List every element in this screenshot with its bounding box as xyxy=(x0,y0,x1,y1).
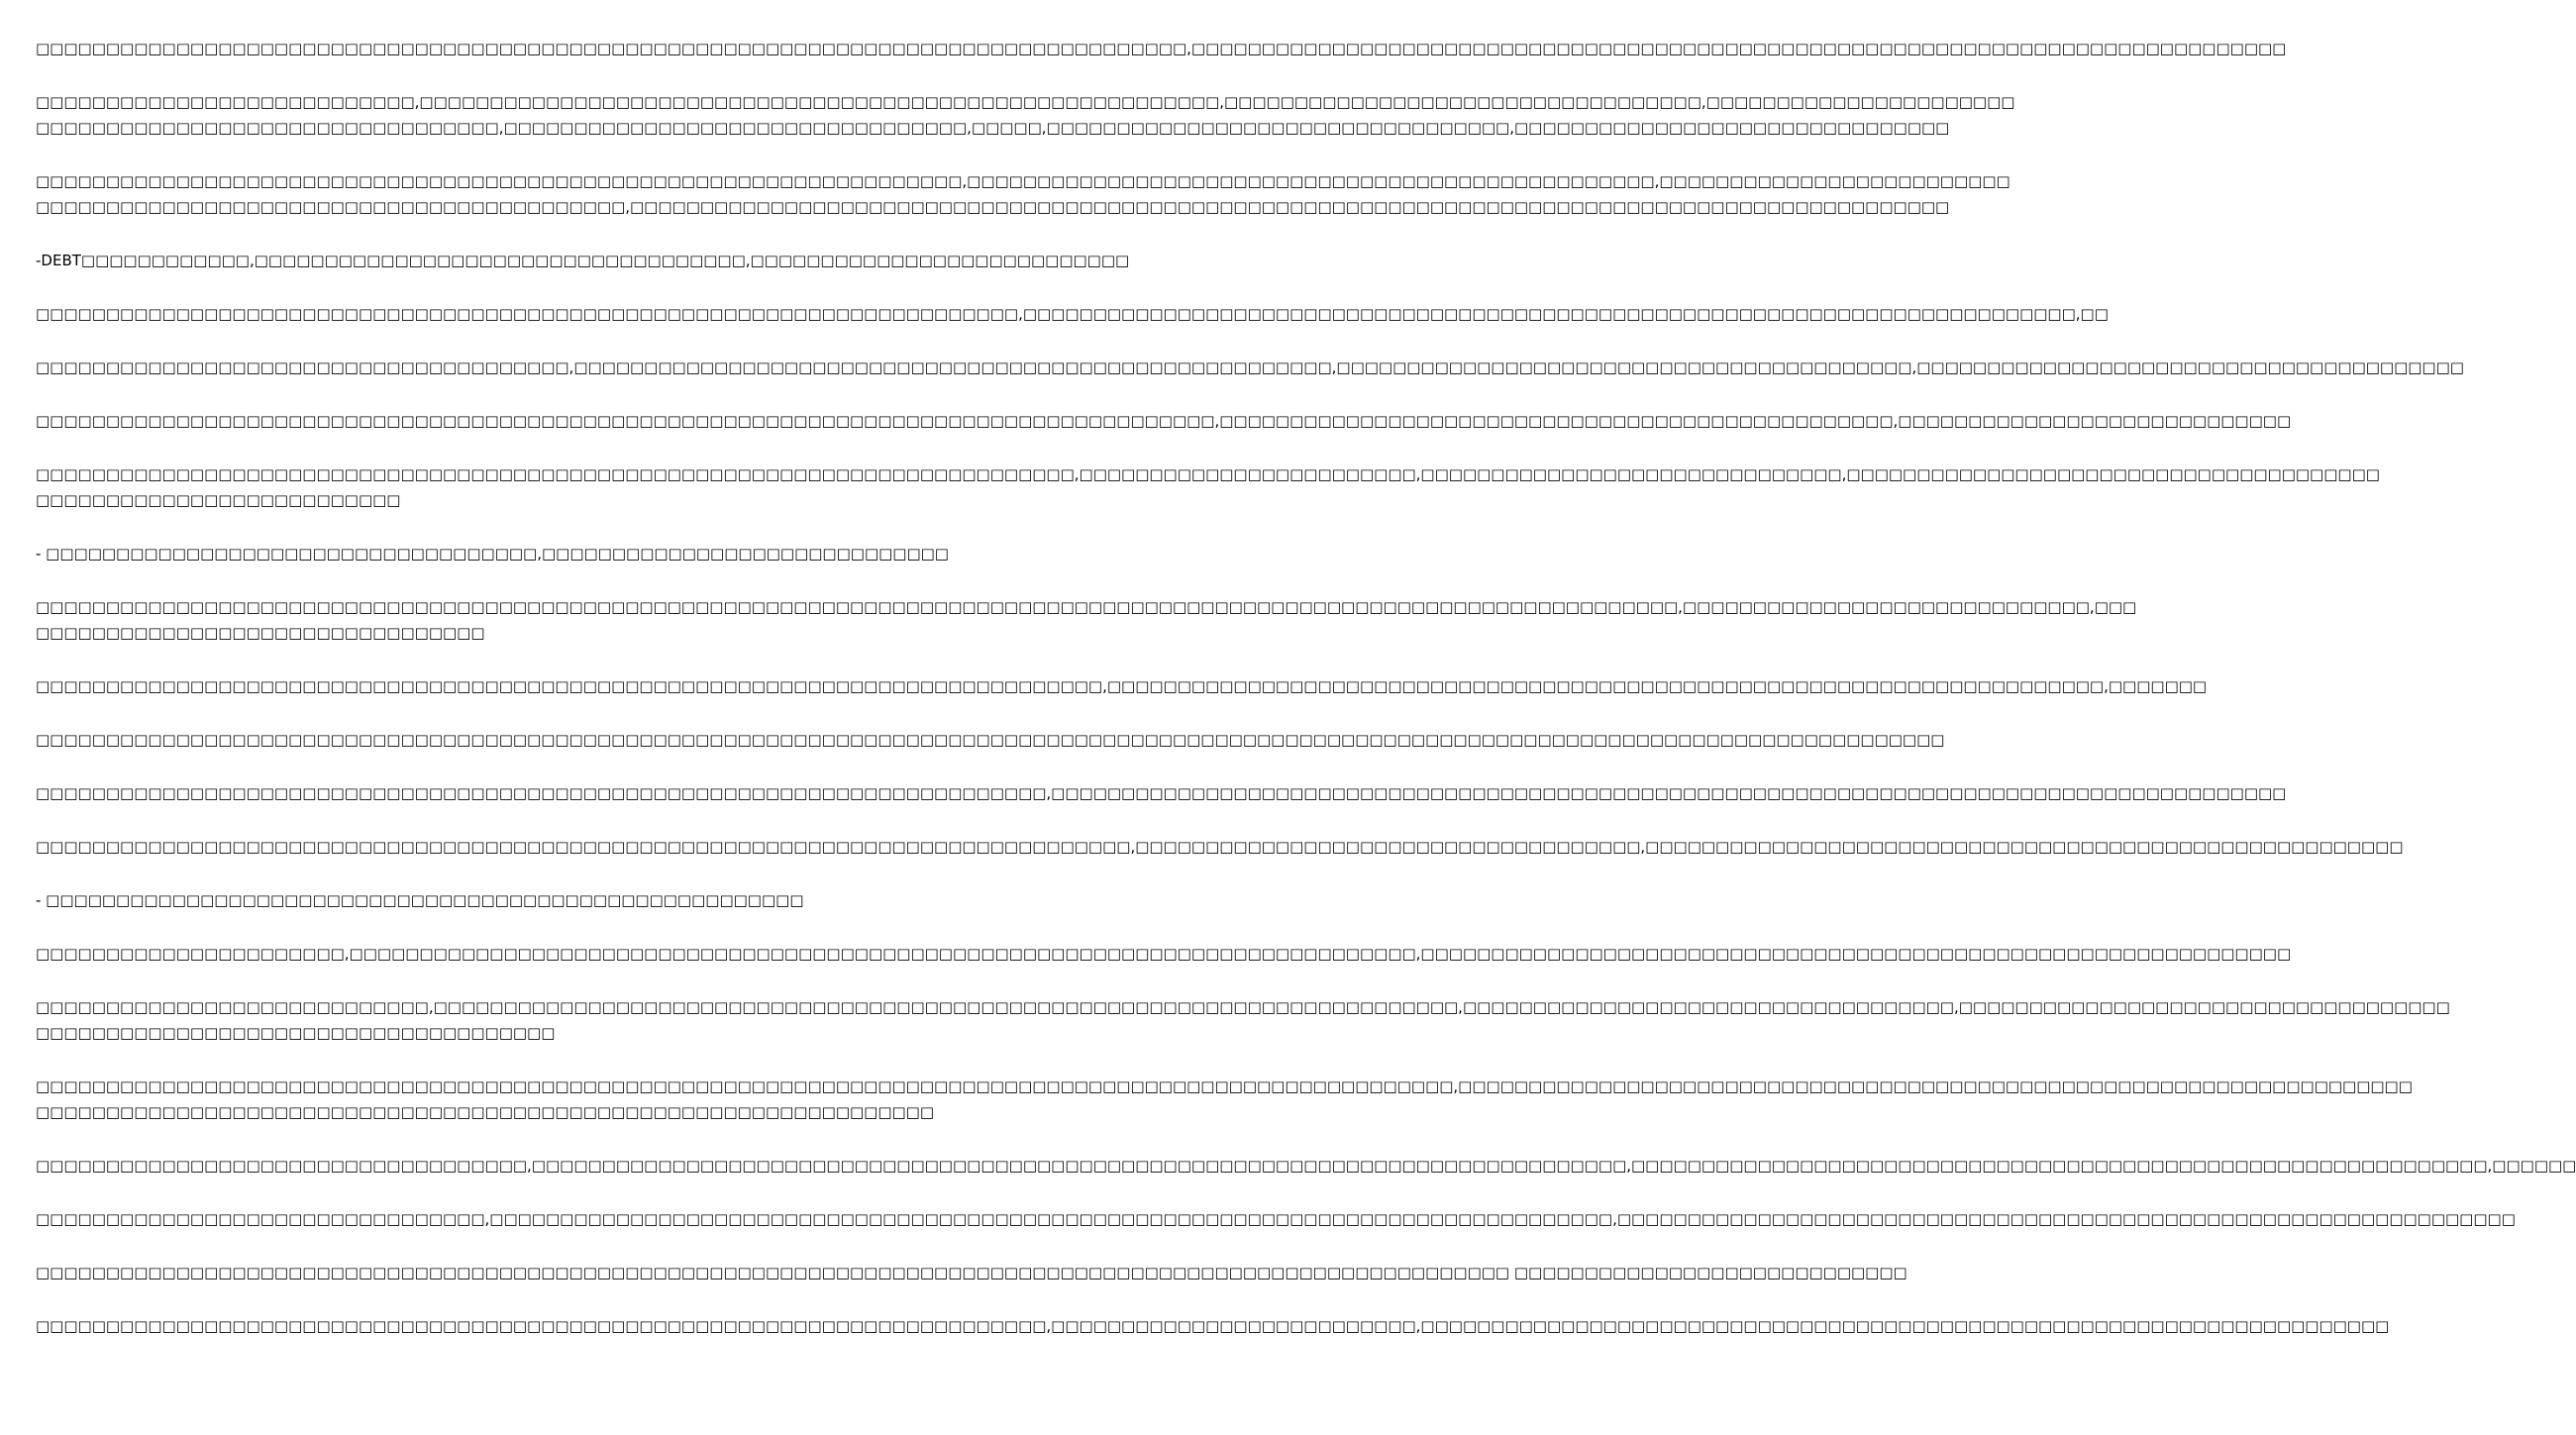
paragraph xyxy=(36,887,980,913)
paragraph xyxy=(36,834,2404,860)
paragraph xyxy=(36,36,2287,61)
paragraph-line: □□□□□□□□□□□□□□□□□□□□□□,□□□□□□□□□□□□□□□□□□□□□□□□□□□□□□□□□□□□□□□□□□□□□□□□□□□□□□□□□□□□□□□□□□□□□□□□□□□□,□□□□□□□□□□□□□□□□□□□□□□□□□□□□□□□□□□□□□□□□□□□□□□□□□□□□□□□□□□□□□□ xyxy=(36,945,2292,963)
document-page xyxy=(36,36,2576,1367)
paragraph-line: □□□□□□□□□□□□□□□□□□□□□□□□□□□□□□□□□□□□□□□□□□□□□□□□□□□□□□□□□□□□□□□□ xyxy=(36,1103,935,1121)
paragraph-line: □□□□□□□□□□□□□□□□□□□□□□□□□□□□□□□□□□□□□□□□□□□□□□□□□□□□□□□□□□□□□□□□□□□□□□□□□□□□□□□□□□,□□□□□□□□□□□□□□□□□□□□□□□□□□□□□□□□□□□□□□□□□□□□□□□□□□□□□□□□□□□□□□□□□□□□□□□□□□□□□□ xyxy=(36,40,2287,57)
paragraph-line: □□□□□□□□□□□□□□□□□□□□□□□□□□□□□□□□□□□□□□□□□□□□□□□□□□□□□□□□□□□□□□□□□□□□□□□□□□,□□□□□□□□□□□□□□□□□□□□□□□□,□□□□□□□□□□□□□□□□□□□□□□□□□□□□□□,□□□□□□□□□□□□□□□□□□□□□□□□□□□□□□□□□□□□□□ xyxy=(36,465,2380,483)
paragraph xyxy=(36,248,1130,273)
paragraph-line: □□□□□□□□□□□□□□□□□□□□□□□□□□□□□□□□□□□□□□□□□□□□□□□□□□□□□□□□□□□□□□□□□□□□□□□□□□□□□□□□□□□□□□□□□□□□□□□□□□□□□□□□□□□□□□□□□□□□□,□□□□□□□□□□□□□□□□□□□□□□□□□□□□□,□□□ xyxy=(36,598,2137,616)
paragraph xyxy=(36,301,2109,327)
paragraph-line: □□□□□□□□□□□□□□□□□□□□□□□□□□□□□□□□□□□□□ xyxy=(36,1024,556,1042)
paragraph-line: □□□□□□□□□□□□□□□□□□□□□□□□□□□□□□□□□□□□□□□□□□□□□□□□□□□□□□□□□□□□□□□□□□□□□□□□□□□□□□□□□□□□□□□□□□□□□□□□□□□□□,□□□□□□□□□□□□□□□□□□□□□□□□□□□□□□□□□□□□□□□□□□□□□□□□□□□□□□□□□□□□□□□□□□□□ xyxy=(36,1077,2413,1095)
paragraph-line: -DEBT□□□□□□□□□□□□,□□□□□□□□□□□□□□□□□□□□□□□□□□□□□□□□□□□,□□□□□□□□□□□□□□□□□□□□□□□□□□□ xyxy=(36,252,1130,269)
paragraph-line: □□□□□□□□□□□□□□□□□□□□□□□□□□□□□□□□□,□□□□□□□□□□□□□□□□□□□□□□□□□□□□□□□□□,□□□□□,□□□□□□□□□□□□□□□□□□□□□□□□□□□□□□□□□,□□□□□□□□□□□□□□□□□□□□□□□□□□□□□□□ xyxy=(36,119,1950,137)
paragraph-line: - □□□□□□□□□□□□□□□□□□□□□□□□□□□□□□□□□□□,□□□□□□□□□□□□□□□□□□□□□□□□□□□□□ xyxy=(36,545,949,563)
paragraph-line: □□□□□□□□□□□□□□□□□□□□□□□□□□□□□□□□□□□□□□□□□□,□□□□□□□□□□□□□□□□□□□□□□□□□□□□□□□□□□□□□□□□□□□□□□□□□□□□□□□□□□□□□□□□□□□□□□□□□□□□□□□□□□□□□□□□□□□□□□ xyxy=(36,198,1950,216)
paragraph-line: □□□□□□□□□□□□□□□□□□□□□□□□□□□□□□□□□□□□□□□□□□□□□□□□□□□□□□□□□□□□□□□□□□,□□□□□□□□□□□□□□□□□□□□□□□□□□□□□□□□□□□□□□□□□□□□□□□□□,□□□□□□□□□□□□□□□□□□□□□□□□□ xyxy=(36,172,2010,190)
paragraph xyxy=(36,1206,2516,1232)
paragraph xyxy=(36,408,2292,434)
paragraph-line: □□□□□□□□□□□□□□□□□□□□□□□□□□□□,□□□□□□□□□□□□□□□□□□□□□□□□□□□□□□□□□□□□□□□□□□□□□□□□□□□□□□□□□□□□□□□□□□□□□□□□□,□□□□□□□□□□□□□□□□□□□□□□□□□□□□□□□□□□□,□□□□□□□□□□□□□□□□□□□□□□□□□□□□□□□□□□□ xyxy=(36,998,2450,1016)
paragraph-line: □□□□□□□□□□□□□□□□□□□□□□□□□□□□□□□□□□□□□□□□□□□□□□□□□□□□□□□□□□□□□□□□□□□□□□□□□□□□□□□□□□□□□□□□□□□□□□□□□□□□□□□□□ □□□□□□□□□□□□□□□□□□□□□□□□□□□□ xyxy=(36,1264,1907,1281)
paragraph xyxy=(36,727,1945,753)
paragraph-line: □□□□□□□□□□□□□□□□□□□□□□□□□□□□□□□□□□□□□□□□□□□□□□□□□□□□□□□□□□□□□□□□□□□□□□,□□□□□□□□□□□□□□□□□□□□□□□□□□□□□□□□□□□□□□□□□□□□□□□□□□□□□□□□□□□□□□□□□□□□□□□□□□□,□□ xyxy=(36,305,2109,323)
paragraph xyxy=(36,168,2010,220)
paragraph-line: □□□□□□□□□□□□□□□□□□□□□□□□□□□□□□□□□□□□□□□□□□□□□□□□□□□□□□□□□□□□□□□□□□□□□□□□□□□□□□,□□□□□□□□□□□□□□□□□□□□□□□□□□□□□□□□□□□□,□□□□□□□□□□□□□□□□□□□□□□□□□□□□□□□□□□□□□□□□□□□□□□□□□□□□□□ xyxy=(36,838,2404,856)
paragraph xyxy=(36,461,2380,513)
paragraph xyxy=(36,355,2464,380)
paragraph-line: □□□□□□□□□□□□□□□□□□□□□□□□□□□□□□□□□□□□□□□□□□□□□□□□□□□□□□□□□□□□□□□□□□□□□□□□□□□□□□□□□□□□□□□□□□□□□□□□□□□□□□□□□□□□□□□□□□□□□□□□□□□□□□□□□□□□□□□□ xyxy=(36,731,1945,749)
paragraph xyxy=(36,1260,1907,1285)
paragraph xyxy=(36,594,2137,646)
paragraph-line: □□□□□□□□□□□□□□□□□□□□□□□□□□□□□□□□□□□,□□□□□□□□□□□□□□□□□□□□□□□□□□□□□□□□□□□□□□□□□□□□□□□□□□□□□□□□□□□□□□□□□□□□□□□□□□□□□□,□□□□□□□□□□□□□□□□□□□□□□□□□□□□□□□□□□□□□□□□□□□□□□□□□□□□□□□□□□□□□,□□□□□□ xyxy=(36,1157,2576,1175)
paragraph xyxy=(36,1074,2413,1125)
paragraph xyxy=(36,89,2015,141)
paragraph xyxy=(36,941,2292,967)
paragraph-line: □□□□□□□□□□□□□□□□□□□□□□□□□□□□□□□□□□□□□□□□□□□□□□□□□□□□□□□□□□□□□□□□□□□□□□□□□□□□,□□□□□□□□□□□□□□□□□□□□□□□□□□□□□□□□□□□□□□□□□□□□□□□□□□□□□□□□□□□□□□□□□□□□□□□,□□□□□□□ xyxy=(36,677,2208,695)
paragraph xyxy=(36,1153,2576,1179)
paragraph xyxy=(36,780,2287,806)
paragraph-line: □□□□□□□□□□□□□□□□□□□□□□□□□□□,□□□□□□□□□□□□□□□□□□□□□□□□□□□□□□□□□□□□□□□□□□□□□□□□□□□□□□□□□,□□□□□□□□□□□□□□□□□□□□□□□□□□□□□□□□□□,□□□□□□□□□□□□□□□□□□□□□□ xyxy=(36,93,2015,111)
paragraph-line: □□□□□□□□□□□□□□□□□□□□□□□□□□ xyxy=(36,491,401,509)
paragraph-line: □□□□□□□□□□□□□□□□□□□□□□□□□□□□□□□□ xyxy=(36,624,485,642)
paragraph-line: □□□□□□□□□□□□□□□□□□□□□□□□□□□□□□□□□□□□□□□□□□□□□□□□□□□□□□□□□□□□□□□□□□□□□□□□,□□□□□□□□□□□□□□□□□□□□□□□□□□,□□□□□□□□□□□□□□□□□□□□□□□□□□□□□□□□□□□□□□□□□□□□□□□□□□□□□□□□□□□□□□□□□□□□□ xyxy=(36,1317,2390,1335)
paragraph xyxy=(36,994,2450,1046)
paragraph xyxy=(36,541,980,566)
paragraph-line: □□□□□□□□□□□□□□□□□□□□□□□□□□□□□□□□□□□□□□,□□□□□□□□□□□□□□□□□□□□□□□□□□□□□□□□□□□□□□□□□□□□□□□□□□□□□□,□□□□□□□□□□□□□□□□□□□□□□□□□□□□□□□□□□□□□□□□□,□□□□□□□□□□□□□□□□□□□□□□□□□□□□□□□□□□□□□□□ xyxy=(36,359,2464,376)
paragraph-line: - □□□□□□□□□□□□□□□□□□□□□□□□□□□□□□□□□□□□□□□□□□□□□□□□□□□□□□ xyxy=(36,891,804,909)
paragraph-line: □□□□□□□□□□□□□□□□□□□□□□□□□□□□□□□□□□□□□□□□□□□□□□□□□□□□□□□□□□□□□□□□□□□□□□□□,□□□□□□□□□□□□□□□□□□□□□□□□□□□□□□□□□□□□□□□□□□□□□□□□□□□□□□□□□□□□□□□□□□□□□□□□□□□□□□□□□□□□□□□□ xyxy=(36,784,2287,802)
paragraph xyxy=(36,1313,2390,1339)
paragraph-line: □□□□□□□□□□□□□□□□□□□□□□□□□□□□□□□□□□□□□□□□□□□□□□□□□□□□□□□□□□□□□□□□□□□□□□□□□□□□□□□□□□□□,□□□□□□□□□□□□□□□□□□□□□□□□□□□□□□□□□□□□□□□□□□□□□□□□,□□□□□□□□□□□□□□□□□□□□□□□□□□□□ xyxy=(36,412,2292,430)
paragraph xyxy=(36,673,2208,699)
paragraph-line: □□□□□□□□□□□□□□□□□□□□□□□□□□□□□□□□,□□□□□□□□□□□□□□□□□□□□□□□□□□□□□□□□□□□□□□□□□□□□□□□□□□□□□□□□□□□□□□□□□□□□□□□□□□□□□□□□,□□□□□□□□□□□□□□□□□□□□□□□□□□□□□□□□□□□□□□□□□□□□□□□□□□□□□□□□□□□□□□□□ xyxy=(36,1210,2516,1228)
